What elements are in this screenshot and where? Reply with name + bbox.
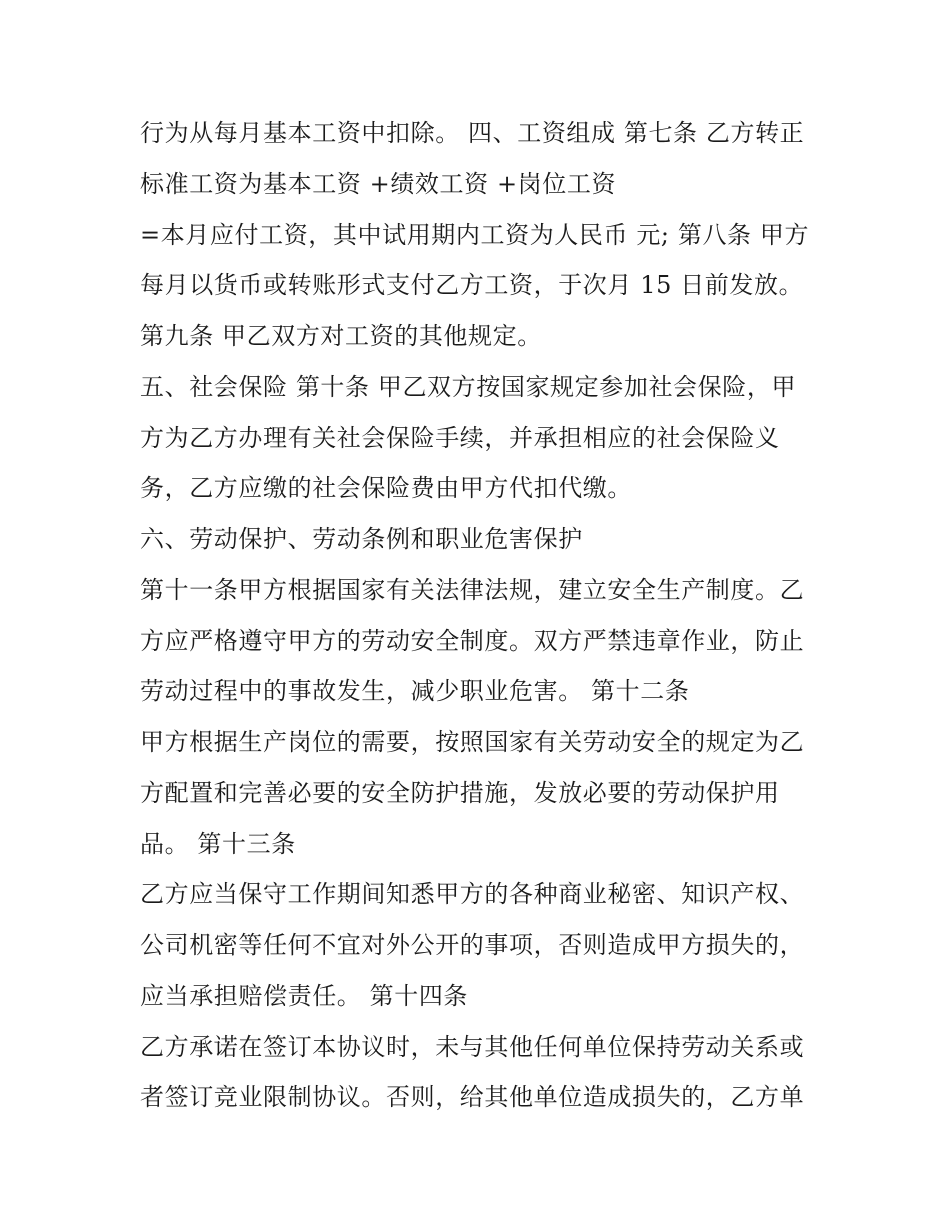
text-line: 劳动过程中的事故发生，减少职业危害。 第十二条 — [140, 677, 690, 706]
text-line: 者签订竞业限制协议。否则，给其他单位造成损失的，乙方单 — [140, 1083, 805, 1112]
text-line: 乙方承诺在签订本协议时，未与其他任何单位保持劳动关系或 — [140, 1032, 805, 1061]
text-line: 第九条 甲乙双方对工资的其他规定。 — [140, 322, 542, 350]
text-line: 应当承担赔偿责任。 第十四条 — [140, 981, 469, 1010]
text-line: 每月以货币或转账形式支付乙方工资，于次月 15 日前发放。 — [140, 271, 804, 300]
section-heading: 六、劳动保护、劳动条例和职业危害保护 — [140, 525, 583, 553]
text-line: 品。 第十三条 — [140, 829, 296, 858]
text-line: 第十一条甲方根据国家有关法律法规，建立安全生产制度。乙 — [140, 575, 805, 604]
text-line: 公司机密等任何不宜对外公开的事项，否则造成甲方损失的， — [140, 931, 805, 959]
text-line: =本月应付工资，其中试用期内工资为人民币 元; 第八条 甲方 — [140, 220, 810, 249]
text-line: 务，乙方应缴的社会保险费由甲方代扣代缴。 — [140, 474, 632, 503]
text-line: 方应严格遵守甲方的劳动安全制度。双方严禁违章作业，防止 — [140, 626, 805, 655]
text-line: 五、社会保险 第十条 甲乙双方按国家规定参加社会保险，甲 — [140, 372, 797, 401]
text-line: 标准工资为基本工资 +绩效工资 +岗位工资 — [140, 169, 617, 198]
text-line: 甲方根据生产岗位的需要，按照国家有关劳动安全的规定为乙 — [140, 728, 805, 756]
text-line: 方为乙方办理有关社会保险手续，并承担相应的社会保险义 — [140, 423, 780, 452]
document-body — [140, 108, 830, 1123]
text-line: 方配置和完善必要的安全防护措施，发放必要的劳动保护用 — [140, 778, 780, 807]
text-line: 乙方应当保守工作期间知悉甲方的各种商业秘密、知识产权、 — [140, 880, 805, 909]
text-line: 行为从每月基本工资中扣除。 四、工资组成 第七条 乙方转正 — [140, 119, 805, 147]
